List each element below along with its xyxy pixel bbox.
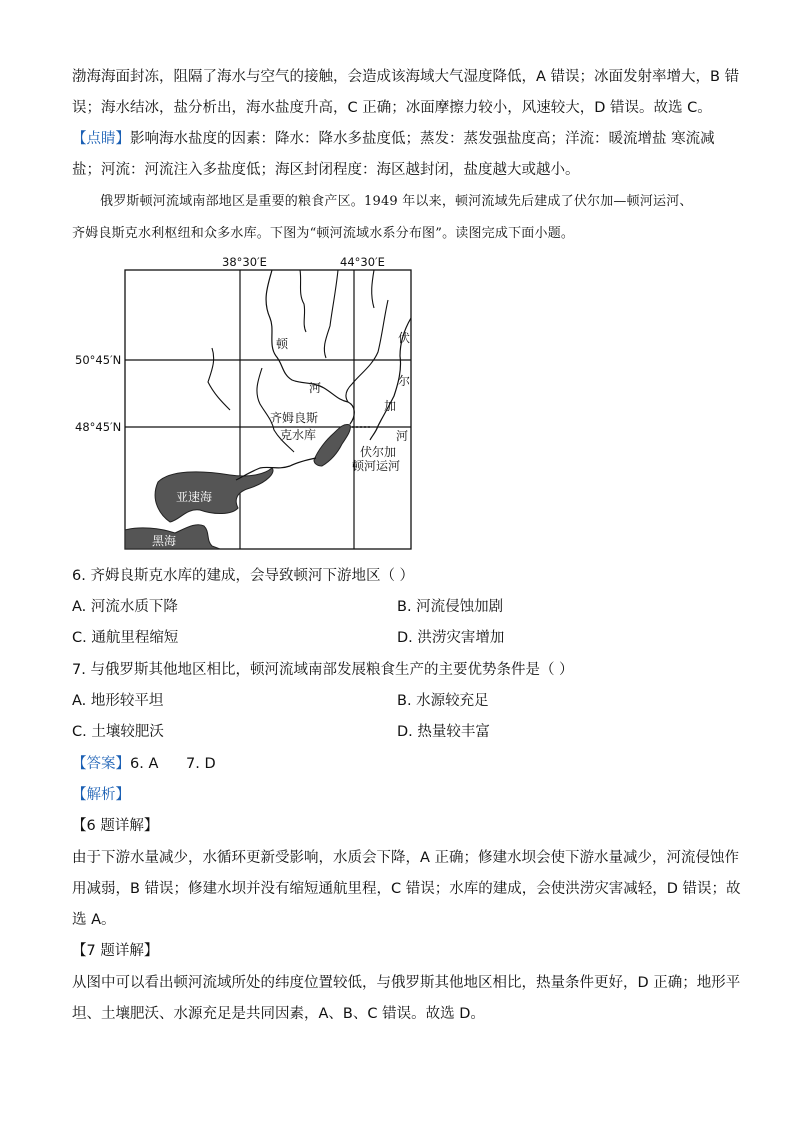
q6-detail-head: 【6 题详解】 bbox=[72, 818, 159, 834]
black-sea-label: 黑海 bbox=[152, 534, 177, 548]
q6-detail-line-3: 选 A。 bbox=[72, 912, 116, 928]
lat-label-1: 50°45′N bbox=[75, 353, 122, 367]
volga-label-1: 伏 bbox=[398, 331, 411, 345]
reservoir-label-1: 齐姆良斯 bbox=[270, 411, 319, 425]
prev-explanation-line-2: 误；海水结冰，盐分析出，海水盐度升高，C 正确；冰面摩擦力较小，风速较大，D 错误。故选 C。 bbox=[72, 100, 712, 116]
answer-tag: 【答案】 bbox=[72, 756, 130, 772]
q6-option-d: D. 洪涝灾害增加 bbox=[397, 630, 505, 646]
azov-sea-shape bbox=[155, 468, 273, 522]
q6-option-c: C. 通航里程缩短 bbox=[72, 630, 179, 646]
reservoir-label-2: 克水库 bbox=[280, 428, 317, 442]
q6-stem: 6. 齐姆良斯克水库的建成，会导致顿河下游地区（ ） bbox=[72, 568, 415, 584]
q7-detail-line-2: 坦、土壤肥沃、水源充足是共同因素，A、B、C 错误。故选 D。 bbox=[72, 1006, 485, 1022]
tributary-6 bbox=[372, 270, 374, 308]
q7-option-d: D. 热量较丰富 bbox=[397, 724, 490, 740]
q6-detail-line-1: 由于下游水量减少，水循环更新受影响，水质会下降，A 正确；修建水坝会使下游水量减少，河流侵蚀作 bbox=[72, 850, 740, 866]
answer-line bbox=[72, 754, 216, 774]
azov-sea-label: 亚速海 bbox=[176, 490, 213, 504]
canal-label-2: 顿河运河 bbox=[352, 459, 401, 473]
intro-line-1: 俄罗斯顿河流域南部地区是重要的粮食产区。1949 年以来，顿河流域先后建成了伏尔加—顿河运河、 bbox=[100, 194, 693, 209]
tributary-1 bbox=[208, 348, 230, 410]
lon-label-1: 38°30′E bbox=[222, 255, 267, 269]
volga-label-2: 尔 bbox=[398, 374, 411, 388]
volga-label-4: 河 bbox=[396, 429, 409, 443]
canal-label-1: 伏尔加 bbox=[360, 445, 397, 459]
q7-option-b: B. 水源较充足 bbox=[397, 693, 489, 709]
don-label-2: 河 bbox=[309, 381, 322, 395]
q6-option-b: B. 河流侵蚀加剧 bbox=[397, 599, 504, 615]
analysis-tag: 【解析】 bbox=[72, 787, 130, 803]
q6-detail-line-2: 用减弱，B 错误；修建水坝并没有缩短通航里程，C 错误；水库的建成，会使洪涝灾害减轻，D 错误；故 bbox=[72, 881, 741, 897]
tip-text: 影响海水盐度的因素：降水：降水多盐度低；蒸发：蒸发强盐度高；洋流：暖流增盐 寒流减 bbox=[130, 131, 715, 147]
lon-label-2: 44°30′E bbox=[340, 255, 385, 269]
tsimlyansk-reservoir-shape bbox=[314, 424, 350, 466]
tributary-3 bbox=[300, 270, 306, 332]
prev-explanation-line-1: 渤海海面封冻，阻隔了海水与空气的接触，会造成该海域大气湿度降低，A 错误；冰面发射率增大，B 错 bbox=[72, 69, 740, 85]
tip-line-2: 盐；河流：河流注入多盐度低；海区封闭程度：海区越封闭，盐度越大或越小。 bbox=[72, 162, 580, 178]
answer-text: 6. A 7. D bbox=[130, 756, 216, 772]
tip-tag: 【点睛】 bbox=[72, 131, 130, 147]
don-label-1: 顿 bbox=[276, 337, 289, 351]
q7-detail-line-1: 从图中可以看出顿河流域所处的纬度位置较低，与俄罗斯其他地区相比，热量条件更好，D 正确；地形平 bbox=[72, 975, 741, 991]
tributary-4 bbox=[324, 270, 338, 358]
volga-label-3: 加 bbox=[384, 399, 397, 413]
q7-option-a: A. 地形较平坦 bbox=[72, 693, 164, 709]
q7-option-c: C. 土壤较肥沃 bbox=[72, 724, 164, 740]
intro-line-2: 齐姆良斯克水利枢纽和众多水库。下图为“顿河流域水系分布图”。读图完成下面小题。 bbox=[72, 226, 575, 241]
lat-label-2: 48°45′N bbox=[75, 420, 122, 434]
q6-option-a: A. 河流水质下降 bbox=[72, 599, 178, 615]
tributary-5 bbox=[346, 300, 388, 402]
q7-stem: 7. 与俄罗斯其他地区相比，顿河流域南部发展粮食生产的主要优势条件是（ ） bbox=[72, 662, 574, 678]
q7-detail-head: 【7 题详解】 bbox=[72, 943, 159, 959]
